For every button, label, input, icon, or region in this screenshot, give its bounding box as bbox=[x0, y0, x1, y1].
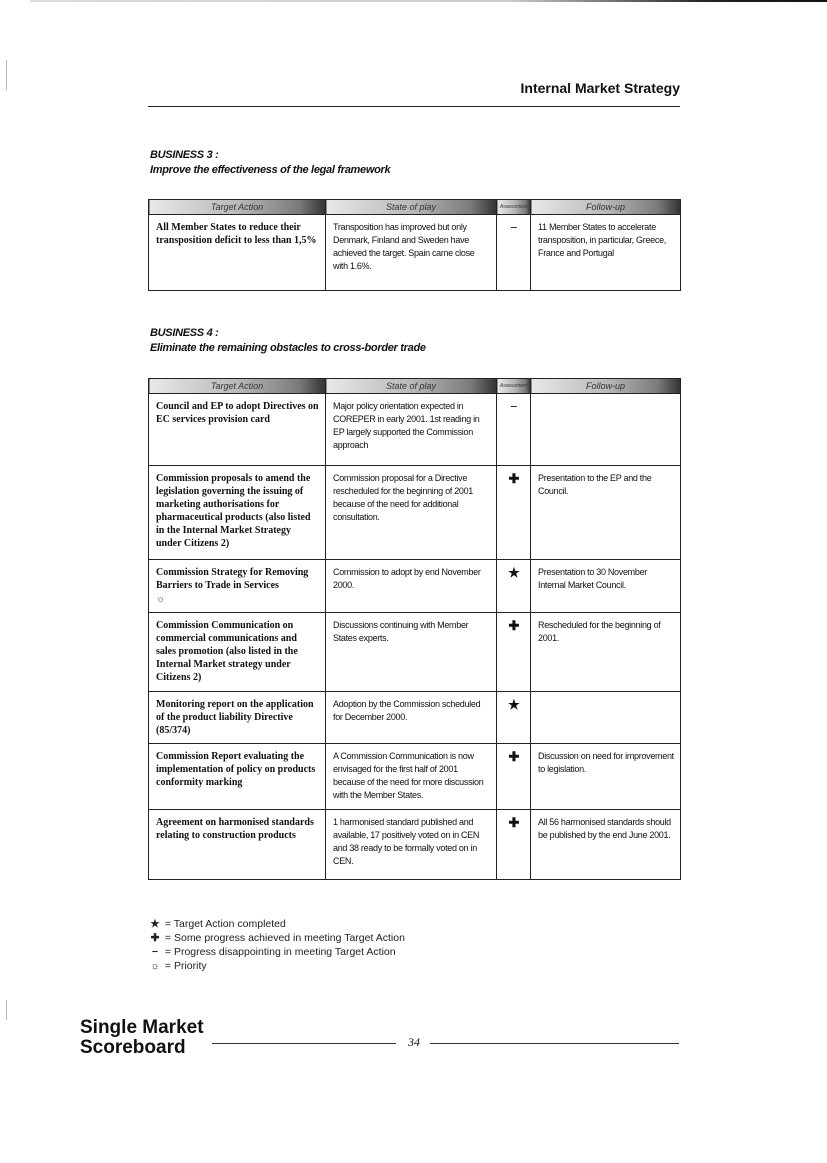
page-number: 34 bbox=[408, 1035, 420, 1049]
target-action-cell bbox=[149, 560, 326, 613]
follow-up-cell bbox=[531, 692, 681, 744]
legend-item bbox=[148, 917, 405, 931]
col-header-assessment: Assessment bbox=[497, 379, 531, 394]
table-header-row bbox=[149, 379, 681, 394]
business4-subtitle: Eliminate the remaining obstacles to cross-border trade bbox=[150, 342, 426, 354]
assessment-cell: ✚ bbox=[497, 810, 531, 880]
plus-icon: ✚ bbox=[150, 932, 160, 944]
table-row bbox=[149, 613, 681, 692]
footer-brand-line2: Scoreboard bbox=[80, 1037, 186, 1058]
minus-icon: − bbox=[151, 946, 159, 958]
footer-brand bbox=[80, 1018, 204, 1058]
footer-brand-line1: Single Market bbox=[80, 1017, 204, 1038]
priority-icon: ☼ bbox=[150, 960, 160, 972]
col-header-followup: Follow-up bbox=[531, 379, 681, 394]
table-row bbox=[149, 744, 681, 810]
assessment-cell: ✚ bbox=[497, 466, 531, 560]
footer-rule-right bbox=[430, 1043, 679, 1044]
follow-up-cell: Discussion on need for improvement to legislation. bbox=[531, 744, 681, 810]
priority-icon: ☼ bbox=[156, 594, 166, 605]
state-of-play-cell: 1 harmonised standard published and available, 17 positively voted on in CEN and 38 ready to be formally voted on in CEN. bbox=[326, 810, 497, 880]
table-row bbox=[149, 560, 681, 613]
target-action-cell: Commission Communication on commercial communications and sales promotion (also listed in the Internal Market strategy under Citizens 2) bbox=[149, 613, 326, 692]
target-action-cell: Agreement on harmonised standards relating to construction products bbox=[149, 810, 326, 880]
table-header-row bbox=[149, 200, 681, 215]
page-header-title: Internal Market Strategy bbox=[520, 80, 680, 96]
margin-mark bbox=[6, 60, 7, 90]
business3-table bbox=[148, 199, 681, 291]
legend-text: = Some progress achieved in meeting Target Action bbox=[164, 932, 405, 944]
target-action-cell: Council and EP to adopt Directives on EC services provision card bbox=[149, 394, 326, 466]
target-action-cell: Commission proposals to amend the legislation governing the issuing of marketing authorisations for pharmaceutical products (also listed in the Internal Market Strategy under Citizens 2) bbox=[149, 466, 326, 560]
col-header-state: State of play bbox=[326, 379, 497, 394]
state-of-play-cell: Transposition has improved but only Denmark, Finland and Sweden have achieved the target. Spain came close with 1.6%. bbox=[326, 215, 497, 291]
business4-table bbox=[148, 378, 681, 880]
assessment-cell: − bbox=[497, 394, 531, 466]
business3-subtitle: Improve the effectiveness of the legal framework bbox=[150, 164, 391, 176]
col-header-target: Target Action bbox=[149, 200, 326, 215]
table-row bbox=[149, 215, 681, 291]
table-row bbox=[149, 394, 681, 466]
business3-label: BUSINESS 3 : bbox=[150, 149, 219, 161]
business4-heading bbox=[150, 326, 426, 356]
assessment-cell: − bbox=[497, 215, 531, 291]
state-of-play-cell: Commission proposal for a Directive rescheduled for the beginning of 2001 because of the need for additional consultation. bbox=[326, 466, 497, 560]
margin-mark bbox=[6, 1000, 7, 1020]
col-header-followup: Follow-up bbox=[531, 200, 681, 215]
target-action-cell: Commission Report evaluating the implementation of policy on products conformity marking bbox=[149, 744, 326, 810]
follow-up-cell: Presentation to the EP and the Council. bbox=[531, 466, 681, 560]
legend-item bbox=[148, 931, 405, 945]
assessment-cell: ★ bbox=[497, 692, 531, 744]
follow-up-cell: 11 Member States to accelerate transposition, in particular, Greece, France and Portugal bbox=[531, 215, 681, 291]
legend bbox=[148, 917, 405, 973]
follow-up-cell bbox=[531, 394, 681, 466]
state-of-play-cell: Adoption by the Commission scheduled for December 2000. bbox=[326, 692, 497, 744]
col-header-state: State of play bbox=[326, 200, 497, 215]
state-of-play-cell: Major policy orientation expected in COREPER in early 2001. 1st reading in EP largely supported the Commission approach bbox=[326, 394, 497, 466]
legend-text: = Target Action completed bbox=[164, 918, 286, 930]
target-action-cell: Monitoring report on the application of the product liability Directive (85/374) bbox=[149, 692, 326, 744]
legend-text: = Priority bbox=[164, 960, 207, 972]
col-header-target: Target Action bbox=[149, 379, 326, 394]
legend-item bbox=[148, 959, 405, 973]
legend-item bbox=[148, 945, 405, 959]
follow-up-cell: Rescheduled for the beginning of 2001. bbox=[531, 613, 681, 692]
table-row bbox=[149, 810, 681, 880]
follow-up-cell: All 56 harmonised standards should be published by the end June 2001. bbox=[531, 810, 681, 880]
legend-text: = Progress disappointing in meeting Target Action bbox=[164, 946, 396, 958]
assessment-cell: ✚ bbox=[497, 744, 531, 810]
follow-up-cell: Presentation to 30 November Internal Market Council. bbox=[531, 560, 681, 613]
target-action-cell: All Member States to reduce their transposition deficit to less than 1,5% bbox=[149, 215, 326, 291]
col-header-assessment: Assessment bbox=[497, 200, 531, 215]
business3-heading bbox=[150, 148, 390, 178]
state-of-play-cell: Discussions continuing with Member States experts. bbox=[326, 613, 497, 692]
business4-label: BUSINESS 4 : bbox=[150, 327, 219, 339]
footer-rule-left bbox=[212, 1043, 396, 1044]
assessment-cell: ✚ bbox=[497, 613, 531, 692]
state-of-play-cell: A Commission Communication is now envisaged for the first half of 2001 because of the need for more discussion with the Member States. bbox=[326, 744, 497, 810]
header-rule bbox=[148, 106, 680, 107]
table-row bbox=[149, 466, 681, 560]
target-action-text: Commission Strategy for Removing Barriers to Trade in Services bbox=[156, 567, 309, 591]
star-icon: ★ bbox=[150, 918, 160, 930]
state-of-play-cell: Commission to adopt by end November 2000. bbox=[326, 560, 497, 613]
top-scan-edge bbox=[30, 0, 827, 2]
table-row bbox=[149, 692, 681, 744]
assessment-cell: ★ bbox=[497, 560, 531, 613]
